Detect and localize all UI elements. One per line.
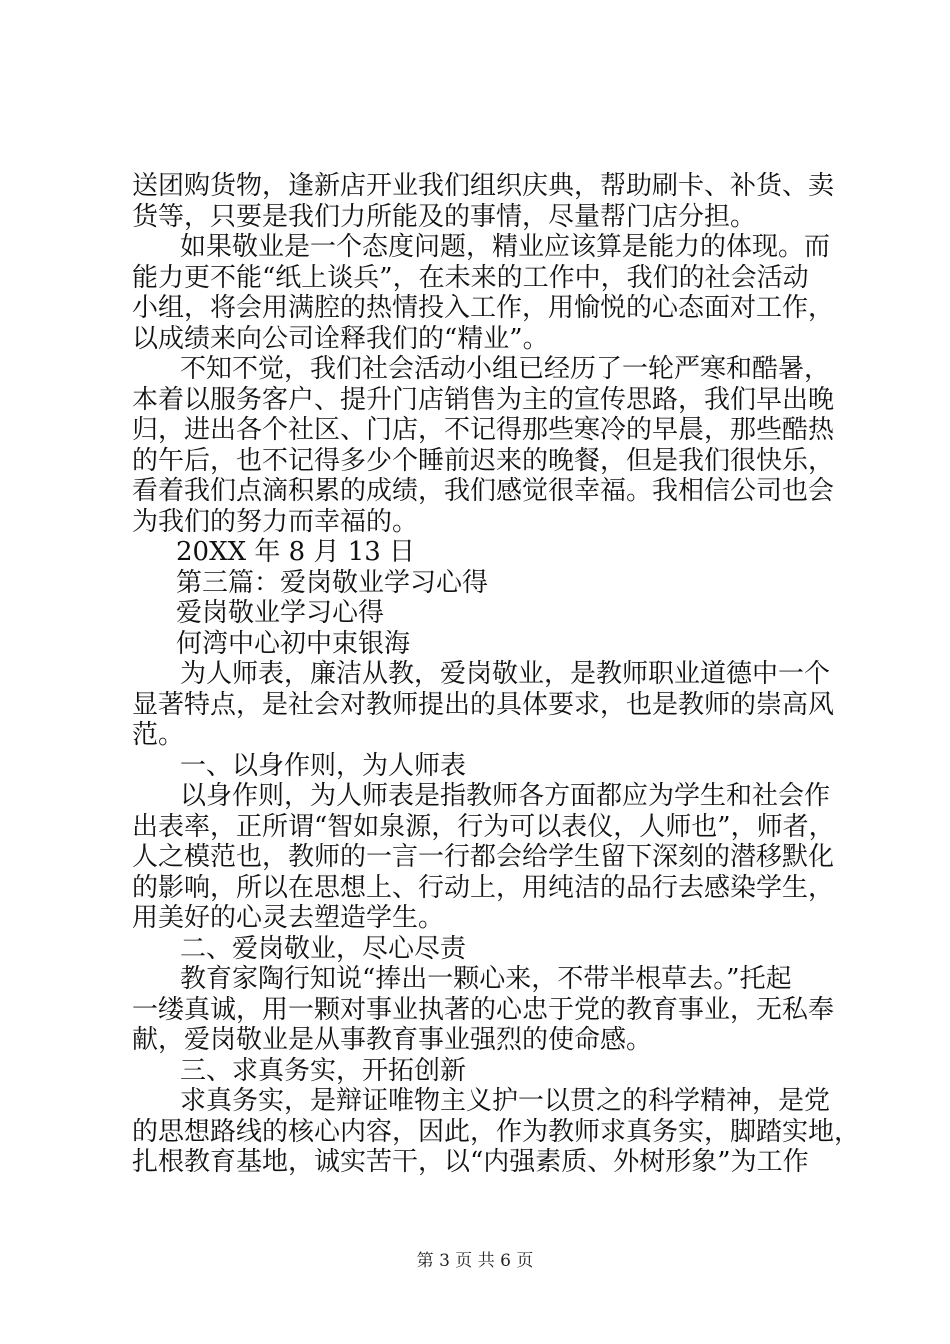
body-text-line: 能力更不能“纸上谈兵”，在未来的工作中，我们的社会活动 xyxy=(132,263,809,293)
section-heading: 一、以身作则，为人师表 xyxy=(180,751,467,781)
paragraph-start-line: 如果敬业是一个态度问题，精业应该算是能力的体现。而 xyxy=(180,232,831,262)
body-text-line: 出表率，正所谓“智如泉源，行为可以表仪，人师也”，师者， xyxy=(132,812,835,842)
paragraph-start-line: 以身作则，为人师表是指教师各方面都应为学生和社会作 xyxy=(180,781,831,811)
paragraph-start-line: 求真务实，是辩证唯物主义护一以贯之的科学精神，是党 xyxy=(180,1086,831,1116)
body-text-line: 人之模范也，教师的一言一行都会给学生留下深刻的潜移默化 xyxy=(132,842,835,872)
body-text-line: 用美好的心灵去塑造学生。 xyxy=(132,903,445,933)
body-text-line: 送团购货物，逢新店开业我们组织庆典，帮助刷卡、补货、卖 xyxy=(132,171,835,201)
body-text-line: 为我们的努力而幸福的。 xyxy=(132,507,419,537)
body-text-line: 归，进出各个社区、门店，不记得那些寒冷的早晨，那些酷热 xyxy=(132,415,835,445)
body-text-line: 范。 xyxy=(132,720,185,750)
body-text-line: 的午后，也不记得多少个睡前迟来的晚餐，但是我们很快乐， xyxy=(132,446,835,476)
body-text-line: 献，爱岗敬业是从事教育事业强烈的使命感。 xyxy=(132,1025,653,1055)
body-text-line: 本着以服务客户、提升门店销售为主的宣传思路，我们早出晚 xyxy=(132,385,835,415)
chapter-heading: 第三篇：爱岗敬业学习心得 xyxy=(176,568,489,598)
page-number-footer: 第 3 页 共 6 页 xyxy=(416,1251,534,1271)
section-heading: 二、爱岗敬业，尽心尽责 xyxy=(180,934,467,964)
body-text-line: 显著特点，是社会对教师提出的具体要求，也是教师的崇高风 xyxy=(132,690,835,720)
author-line: 何湾中心初中束银海 xyxy=(176,629,411,659)
body-text-line: 货等，只要是我们力所能及的事情，尽量帮门店分担。 xyxy=(132,202,757,232)
date-line: 20XX 年 8 月 13 日 xyxy=(176,537,416,567)
paragraph-start-line: 为人师表，廉洁从教，爱岗敬业，是教师职业道德中一个 xyxy=(180,659,831,689)
body-text-line: 扎根教育基地，诚实苦干，以“内强素质、外树形象”为工作 xyxy=(132,1147,809,1177)
paragraph-start-line: 不知不觉，我们社会活动小组已经历了一轮严寒和酷暑， xyxy=(180,354,831,384)
paragraph-start-line: 教育家陶行知说“捧出一颗心来，不带半根草去。”托起 xyxy=(180,964,792,994)
body-text-line: 的思想路线的核心内容，因此，作为教师求真务实，脚踏实地， xyxy=(132,1117,861,1147)
section-heading: 三、求真务实，开拓创新 xyxy=(180,1056,467,1086)
body-text-line: 的影响，所以在思想上、行动上，用纯洁的品行去感染学生， xyxy=(132,873,835,903)
body-text-line: 一缕真诚，用一颗对事业执著的心忠于党的教育事业，无私奉 xyxy=(132,995,835,1025)
body-text-line: 小组，将会用满腔的热情投入工作，用愉悦的心态面对工作， xyxy=(132,293,835,323)
article-title: 爱岗敬业学习心得 xyxy=(176,598,385,628)
body-text-line: 看着我们点滴积累的成绩，我们感觉很幸福。我相信公司也会 xyxy=(132,476,835,506)
body-text-line: 以成绩来向公司诠释我们的“精业”。 xyxy=(132,324,549,354)
